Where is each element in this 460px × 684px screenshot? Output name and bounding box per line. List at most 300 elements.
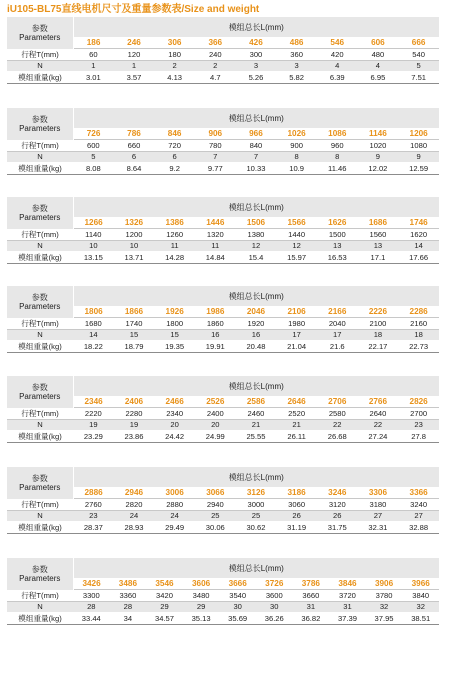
total-length-cell: 1986 (195, 306, 236, 318)
n-row-cell: 3 (236, 60, 277, 71)
n-row-label: N (7, 419, 73, 430)
weight-row-cell: 30.06 (195, 521, 236, 533)
stroke-row-cell: 720 (154, 140, 195, 152)
total-length-cell: 1746 (398, 217, 439, 229)
stroke-row-cell: 3660 (293, 590, 330, 602)
n-row-cell: 30 (219, 601, 256, 612)
n-row-cell: 29 (183, 601, 220, 612)
stroke-row-cell: 1800 (154, 318, 195, 330)
n-row-cell: 22 (358, 419, 399, 430)
stroke-row-label: 行程T(mm) (7, 590, 73, 602)
n-row-cell: 9 (358, 151, 399, 162)
n-row-cell: 4 (358, 60, 399, 71)
n-row-cell: 30 (256, 601, 293, 612)
parameters-label-cn: 参数 (31, 23, 48, 33)
n-row-cell: 6 (114, 151, 155, 162)
n-row-cell: 8 (317, 151, 358, 162)
total-length-cell: 3606 (183, 578, 220, 590)
stroke-row-cell: 3240 (398, 499, 439, 511)
n-row-cell: 28 (73, 601, 110, 612)
total-length-cell: 3906 (366, 578, 403, 590)
stroke-row-cell: 2220 (73, 408, 114, 420)
weight-row-cell: 15.4 (236, 251, 277, 263)
stroke-row (7, 140, 439, 152)
stroke-row-cell: 1440 (276, 229, 317, 241)
total-length-cell: 426 (236, 37, 277, 49)
weight-row-cell: 24.42 (154, 430, 195, 442)
weight-row-cell: 14.84 (195, 251, 236, 263)
n-row-cell: 17 (276, 329, 317, 340)
weight-row-cell: 24.99 (195, 430, 236, 442)
spec-table (7, 558, 439, 625)
weight-row-cell: 37.39 (329, 612, 366, 624)
weight-row-label: 模组重量(kg) (7, 430, 73, 442)
stroke-row-cell: 3000 (236, 499, 277, 511)
stroke-row-cell: 2520 (276, 408, 317, 420)
weight-row-cell: 29.49 (154, 521, 195, 533)
total-length-cell: 2406 (114, 396, 155, 408)
header-row (7, 17, 439, 37)
n-row-label: N (7, 510, 73, 521)
stroke-row-cell: 2340 (154, 408, 195, 420)
weight-row-cell: 10.9 (276, 162, 317, 174)
n-row-cell: 32 (402, 601, 439, 612)
weight-row-cell: 9.2 (154, 162, 195, 174)
stroke-row-cell: 840 (236, 140, 277, 152)
total-length-cell: 966 (236, 128, 277, 140)
total-length-cell: 1266 (73, 217, 114, 229)
weight-row (7, 612, 439, 624)
total-length-cell: 3966 (402, 578, 439, 590)
n-row-cell: 1 (114, 60, 155, 71)
weight-row-cell: 16.53 (317, 251, 358, 263)
n-row-cell: 13 (317, 240, 358, 251)
stroke-row-cell: 2040 (317, 318, 358, 330)
n-row-cell: 24 (154, 510, 195, 521)
weight-row-cell: 35.69 (219, 612, 256, 624)
weight-row-cell: 32.31 (358, 521, 399, 533)
total-length-cell: 1626 (317, 217, 358, 229)
weight-row-cell: 23.86 (114, 430, 155, 442)
spec-table (7, 197, 439, 264)
stroke-row-cell: 3720 (329, 590, 366, 602)
n-row-cell: 21 (236, 419, 277, 430)
total-length-cell: 2466 (154, 396, 195, 408)
stroke-row-cell: 2400 (195, 408, 236, 420)
stroke-row (7, 590, 439, 602)
parameters-label (7, 467, 73, 499)
stroke-row-cell: 300 (236, 49, 277, 61)
weight-row-cell: 25.55 (236, 430, 277, 442)
stroke-row (7, 229, 439, 241)
total-length-cell: 666 (398, 37, 439, 49)
total-length-cell: 906 (195, 128, 236, 140)
header-row (7, 197, 439, 217)
parameters-label-cn: 参数 (31, 382, 48, 392)
n-row-cell: 32 (366, 601, 403, 612)
n-row-label: N (7, 151, 73, 162)
total-length-cell: 3666 (219, 578, 256, 590)
stroke-row-cell: 360 (276, 49, 317, 61)
total-length-cell: 2886 (73, 487, 114, 499)
total-length-cell: 1566 (276, 217, 317, 229)
n-row-label: N (7, 60, 73, 71)
module-length-header: 模组总长L(mm) (73, 17, 439, 37)
total-length-cell: 2106 (276, 306, 317, 318)
n-row-label: N (7, 601, 73, 612)
n-row-cell: 15 (114, 329, 155, 340)
total-length-cell: 1446 (195, 217, 236, 229)
n-row (7, 601, 439, 612)
total-length-cell: 726 (73, 128, 114, 140)
stroke-row-label: 行程T(mm) (7, 318, 73, 330)
stroke-row-cell: 1320 (195, 229, 236, 241)
n-row-cell: 2 (154, 60, 195, 71)
n-row-cell: 5 (73, 151, 114, 162)
parameters-label-en: Parameters (19, 123, 61, 133)
weight-row-cell: 13.15 (73, 251, 114, 263)
n-row-cell: 15 (154, 329, 195, 340)
weight-row-cell: 6.39 (317, 71, 358, 83)
total-length-cell: 3426 (73, 578, 110, 590)
stroke-row-cell: 60 (73, 49, 114, 61)
total-length-cell: 2946 (114, 487, 155, 499)
stroke-row-cell: 3480 (183, 590, 220, 602)
weight-row-cell: 4.13 (154, 71, 195, 83)
n-row-cell: 7 (236, 151, 277, 162)
n-row-cell: 11 (195, 240, 236, 251)
stroke-row-cell: 2280 (114, 408, 155, 420)
parameters-label (7, 558, 73, 590)
n-row-cell: 5 (398, 60, 439, 71)
weight-row-cell: 26.68 (317, 430, 358, 442)
n-row-cell: 16 (195, 329, 236, 340)
weight-row-label: 模组重量(kg) (7, 162, 73, 174)
stroke-row (7, 408, 439, 420)
total-length-cell: 2046 (236, 306, 277, 318)
n-row-cell: 18 (358, 329, 399, 340)
total-length-cell: 1686 (358, 217, 399, 229)
stroke-row-cell: 3420 (146, 590, 183, 602)
spec-table (7, 286, 439, 353)
weight-row-cell: 8.64 (114, 162, 155, 174)
weight-row (7, 521, 439, 533)
n-row-cell: 26 (276, 510, 317, 521)
n-row-cell: 14 (73, 329, 114, 340)
n-row-cell: 16 (236, 329, 277, 340)
stroke-row-cell: 1620 (398, 229, 439, 241)
total-length-cell: 3546 (146, 578, 183, 590)
total-length-cell: 2646 (276, 396, 317, 408)
n-row-cell: 1 (73, 60, 114, 71)
stroke-row-cell: 3780 (366, 590, 403, 602)
total-length-cell: 186 (73, 37, 114, 49)
total-length-cell: 3006 (154, 487, 195, 499)
header-row (7, 108, 439, 128)
total-length-cell: 846 (154, 128, 195, 140)
total-length-cell: 546 (317, 37, 358, 49)
weight-row-cell: 4.7 (195, 71, 236, 83)
stroke-row-cell: 3300 (73, 590, 110, 602)
parameters-label-cn: 参数 (31, 473, 48, 483)
total-length-cell: 3486 (110, 578, 147, 590)
weight-row-cell: 9.77 (195, 162, 236, 174)
n-row-label: N (7, 240, 73, 251)
total-length-cell: 1866 (114, 306, 155, 318)
weight-row-cell: 19.35 (154, 340, 195, 352)
stroke-row-cell: 1140 (73, 229, 114, 241)
stroke-row-cell: 2760 (73, 499, 114, 511)
parameters-label-cn: 参数 (31, 564, 48, 574)
n-row-cell: 7 (195, 151, 236, 162)
weight-row-cell: 22.73 (398, 340, 439, 352)
stroke-row-cell: 780 (195, 140, 236, 152)
total-length-cell: 2346 (73, 396, 114, 408)
total-length-cell: 2166 (317, 306, 358, 318)
parameters-label (7, 286, 73, 318)
parameters-label-en: Parameters (19, 573, 61, 583)
parameters-label (7, 17, 73, 49)
header-row (7, 286, 439, 306)
stroke-row-cell: 660 (114, 140, 155, 152)
weight-row-label: 模组重量(kg) (7, 251, 73, 263)
stroke-row-cell: 600 (73, 140, 114, 152)
parameters-label-en: Parameters (19, 482, 61, 492)
n-row-cell: 20 (195, 419, 236, 430)
n-row (7, 329, 439, 340)
n-row-cell: 28 (110, 601, 147, 612)
weight-row-cell: 33.44 (73, 612, 110, 624)
n-row-cell: 19 (73, 419, 114, 430)
weight-row-cell: 27.24 (358, 430, 399, 442)
total-length-cell: 786 (114, 128, 155, 140)
n-row-cell: 20 (154, 419, 195, 430)
n-row-cell: 27 (398, 510, 439, 521)
weight-row-cell: 38.51 (402, 612, 439, 624)
total-length-cell: 3366 (398, 487, 439, 499)
parameters-label (7, 197, 73, 229)
total-length-cell: 3786 (293, 578, 330, 590)
parameters-label-en: Parameters (19, 301, 61, 311)
weight-row-label: 模组重量(kg) (7, 71, 73, 83)
parameters-label-en: Parameters (19, 212, 61, 222)
stroke-row-cell: 3840 (402, 590, 439, 602)
weight-row-cell: 21.6 (317, 340, 358, 352)
stroke-row-cell: 900 (276, 140, 317, 152)
total-length-cell: 1026 (276, 128, 317, 140)
n-row-cell: 22 (317, 419, 358, 430)
stroke-row-cell: 420 (317, 49, 358, 61)
weight-row-cell: 17.1 (358, 251, 399, 263)
total-length-cell: 1086 (317, 128, 358, 140)
total-length-cell: 2826 (398, 396, 439, 408)
weight-row (7, 71, 439, 83)
stroke-row (7, 499, 439, 511)
n-row-cell: 9 (398, 151, 439, 162)
n-row-cell: 8 (276, 151, 317, 162)
spec-table (7, 467, 439, 534)
total-length-cell: 3306 (358, 487, 399, 499)
page-title: iU105-BL75直线电机尺寸及重量参数表/Size and weight (7, 4, 260, 15)
stroke-row-cell: 1500 (317, 229, 358, 241)
n-row-cell: 12 (236, 240, 277, 251)
stroke-row-cell: 2820 (114, 499, 155, 511)
stroke-row-cell: 2460 (236, 408, 277, 420)
total-length-cell: 2586 (236, 396, 277, 408)
weight-row-cell: 3.01 (73, 71, 114, 83)
parameters-label-cn: 参数 (31, 292, 48, 302)
stroke-row-cell: 1560 (358, 229, 399, 241)
weight-row-cell: 3.57 (114, 71, 155, 83)
weight-row-label: 模组重量(kg) (7, 521, 73, 533)
weight-row-cell: 5.26 (236, 71, 277, 83)
header-row (7, 467, 439, 487)
n-row (7, 240, 439, 251)
n-row-cell: 14 (398, 240, 439, 251)
total-length-cell: 3126 (236, 487, 277, 499)
header-row (7, 558, 439, 578)
stroke-row-cell: 3120 (317, 499, 358, 511)
n-row-cell: 26 (317, 510, 358, 521)
stroke-row-cell: 2880 (154, 499, 195, 511)
weight-row-cell: 34.57 (146, 612, 183, 624)
weight-row-cell: 34 (110, 612, 147, 624)
stroke-row-cell: 2940 (195, 499, 236, 511)
spec-table (7, 376, 439, 443)
parameters-label-en: Parameters (19, 391, 61, 401)
n-row-cell: 29 (146, 601, 183, 612)
stroke-row-cell: 1980 (276, 318, 317, 330)
weight-row-cell: 27.8 (398, 430, 439, 442)
parameters-label (7, 108, 73, 140)
stroke-row-cell: 1740 (114, 318, 155, 330)
spec-table (7, 17, 439, 84)
total-length-cell: 3846 (329, 578, 366, 590)
n-row-cell: 21 (276, 419, 317, 430)
n-row-cell: 27 (358, 510, 399, 521)
weight-row-cell: 37.95 (366, 612, 403, 624)
weight-row-cell: 14.28 (154, 251, 195, 263)
weight-row-cell: 10.33 (236, 162, 277, 174)
module-length-header: 模组总长L(mm) (73, 108, 439, 128)
stroke-row-cell: 1380 (236, 229, 277, 241)
n-row-cell: 10 (114, 240, 155, 251)
n-row-cell: 6 (154, 151, 195, 162)
total-length-cell: 2766 (358, 396, 399, 408)
stroke-row-label: 行程T(mm) (7, 408, 73, 420)
stroke-row-label: 行程T(mm) (7, 140, 73, 152)
stroke-row-cell: 2100 (358, 318, 399, 330)
weight-row (7, 340, 439, 352)
total-length-cell: 3726 (256, 578, 293, 590)
weight-row (7, 430, 439, 442)
total-length-cell: 606 (358, 37, 399, 49)
weight-row-cell: 15.97 (276, 251, 317, 263)
weight-row-cell: 28.37 (73, 521, 114, 533)
parameters-label-cn: 参数 (31, 203, 48, 213)
stroke-row-cell: 1860 (195, 318, 236, 330)
n-row-cell: 10 (73, 240, 114, 251)
total-length-cell: 1806 (73, 306, 114, 318)
total-length-cell: 1926 (154, 306, 195, 318)
stroke-row-cell: 540 (398, 49, 439, 61)
stroke-row-cell: 120 (114, 49, 155, 61)
weight-row-cell: 35.13 (183, 612, 220, 624)
spec-table (7, 108, 439, 175)
module-length-header: 模组总长L(mm) (73, 467, 439, 487)
n-row (7, 60, 439, 71)
weight-row-cell: 36.82 (293, 612, 330, 624)
stroke-row-cell: 3540 (219, 590, 256, 602)
weight-row-cell: 12.02 (358, 162, 399, 174)
n-row-cell: 25 (236, 510, 277, 521)
total-length-cell: 2226 (358, 306, 399, 318)
stroke-row-cell: 2580 (317, 408, 358, 420)
stroke-row-cell: 1020 (358, 140, 399, 152)
weight-row-cell: 6.95 (358, 71, 399, 83)
stroke-row-cell: 3060 (276, 499, 317, 511)
stroke-row-label: 行程T(mm) (7, 49, 73, 61)
weight-row-cell: 7.51 (398, 71, 439, 83)
weight-row-cell: 31.75 (317, 521, 358, 533)
weight-row-cell: 13.71 (114, 251, 155, 263)
stroke-row-cell: 1080 (398, 140, 439, 152)
weight-row-cell: 8.08 (73, 162, 114, 174)
weight-row-cell: 32.88 (398, 521, 439, 533)
total-length-cell: 1146 (358, 128, 399, 140)
stroke-row-cell: 3360 (110, 590, 147, 602)
weight-row-cell: 17.66 (398, 251, 439, 263)
header-row (7, 376, 439, 396)
n-row-cell: 24 (114, 510, 155, 521)
total-length-cell: 246 (114, 37, 155, 49)
total-length-cell: 2706 (317, 396, 358, 408)
n-row (7, 151, 439, 162)
parameters-label (7, 376, 73, 408)
weight-row (7, 251, 439, 263)
weight-row-label: 模组重量(kg) (7, 612, 73, 624)
n-row-label: N (7, 329, 73, 340)
weight-row-cell: 21.04 (276, 340, 317, 352)
n-row-cell: 4 (317, 60, 358, 71)
weight-row-cell: 20.48 (236, 340, 277, 352)
weight-row-cell: 36.26 (256, 612, 293, 624)
parameters-label-en: Parameters (19, 32, 61, 42)
total-length-cell: 1506 (236, 217, 277, 229)
stroke-row-cell: 1200 (114, 229, 155, 241)
total-length-cell: 366 (195, 37, 236, 49)
stroke-row-cell: 2640 (358, 408, 399, 420)
n-row-cell: 23 (73, 510, 114, 521)
weight-row (7, 162, 439, 174)
total-length-cell: 2286 (398, 306, 439, 318)
n-row-cell: 31 (329, 601, 366, 612)
weight-row-cell: 19.91 (195, 340, 236, 352)
stroke-row-cell: 180 (154, 49, 195, 61)
total-length-cell: 2526 (195, 396, 236, 408)
weight-row-cell: 18.79 (114, 340, 155, 352)
weight-row-cell: 11.46 (317, 162, 358, 174)
weight-row-cell: 18.22 (73, 340, 114, 352)
stroke-row-cell: 3600 (256, 590, 293, 602)
weight-row-label: 模组重量(kg) (7, 340, 73, 352)
stroke-row-cell: 2160 (398, 318, 439, 330)
total-length-cell: 3246 (317, 487, 358, 499)
n-row-cell: 23 (398, 419, 439, 430)
n-row-cell: 25 (195, 510, 236, 521)
stroke-row-label: 行程T(mm) (7, 229, 73, 241)
stroke-row-cell: 240 (195, 49, 236, 61)
